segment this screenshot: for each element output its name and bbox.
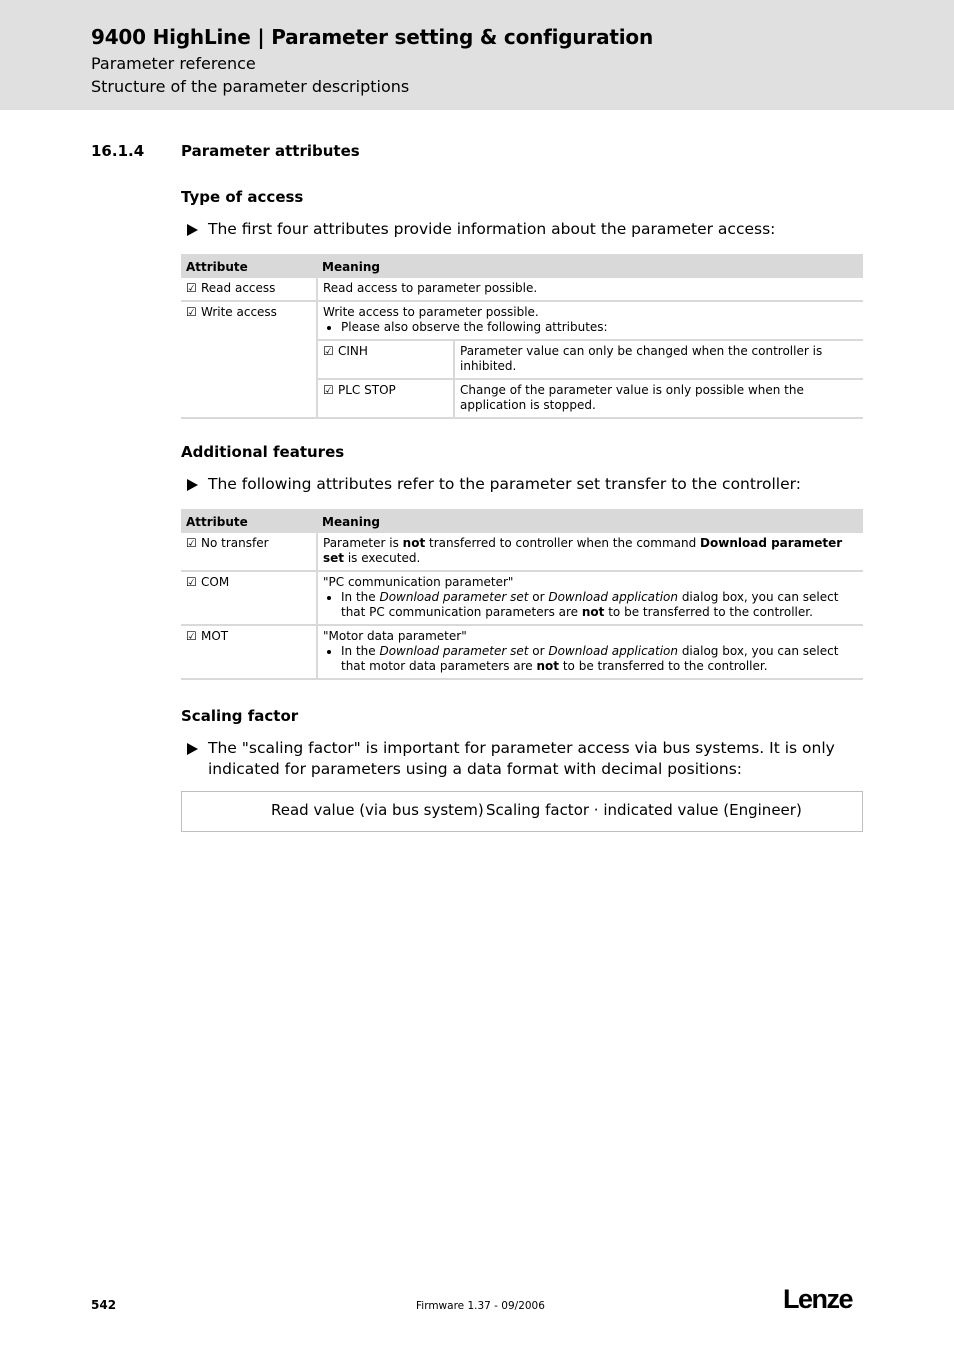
page-number: 542 xyxy=(91,1298,117,1312)
checkbox-icon: ☑ xyxy=(186,629,197,643)
section-title: Parameter attributes xyxy=(181,142,360,160)
sub-attributes-table xyxy=(318,341,863,417)
attribute-note: • Please also observe the following attributes: xyxy=(341,320,858,335)
type-of-access-bullet: The first four attributes provide information about the parameter access: xyxy=(187,219,847,240)
table-row xyxy=(181,301,863,418)
table-row xyxy=(318,341,863,379)
lenze-logo: Lenze xyxy=(783,1284,853,1314)
triangle-bullet-icon xyxy=(187,743,198,755)
triangle-bullet-icon xyxy=(187,224,198,236)
table-row xyxy=(181,625,863,679)
page-header xyxy=(0,0,954,110)
checkbox-icon: ☑ xyxy=(186,305,197,319)
type-of-access-heading: Type of access xyxy=(181,188,304,206)
attribute-name: COM xyxy=(201,575,230,589)
section-number: 16.1.4 xyxy=(91,142,145,160)
table-row xyxy=(181,571,863,625)
checkbox-icon: ☑ xyxy=(186,536,197,550)
table-row xyxy=(181,278,863,301)
attribute-meaning: Read access to parameter possible. xyxy=(317,278,863,301)
col-meaning-header: Meaning xyxy=(317,254,863,278)
additional-features-heading: Additional features xyxy=(181,443,345,461)
triangle-bullet-icon xyxy=(187,479,198,491)
col-attribute-header: Attribute xyxy=(181,254,317,278)
attribute-name: Read access xyxy=(201,281,276,295)
section-path: Structure of the parameter descriptions xyxy=(91,77,410,96)
attribute-name: Write access xyxy=(201,305,277,319)
transfer-attributes-table xyxy=(181,509,863,680)
scaling-factor-bullet: The "scaling factor" is important for parameter access via bus systems. It is only indicated for parameters using a data format with decimal positions: xyxy=(187,738,847,780)
access-attributes-table xyxy=(181,254,863,419)
chapter-title: Parameter reference xyxy=(91,54,256,73)
formula-left: Read value (via bus system) xyxy=(271,801,484,819)
checkbox-icon: ☑ xyxy=(323,383,334,397)
attribute-meaning: "PC communication parameter" • In the Download parameter set or Download application dialog box, you can select that PC communication parameters are not to be transferred to the controller. xyxy=(317,571,863,625)
document-title: 9400 HighLine | Parameter setting & configuration xyxy=(91,25,654,49)
table-row xyxy=(318,379,863,417)
attribute-name: No transfer xyxy=(201,536,269,550)
table-row xyxy=(181,533,863,571)
col-meaning-header: Meaning xyxy=(317,509,863,533)
attribute-meaning: "Motor data parameter" • In the Download parameter set or Download application dialog box, you can select that motor data parameters are not to be transferred to the controller. xyxy=(317,625,863,679)
table-header-row xyxy=(181,509,863,533)
attribute-meaning: Parameter value can only be changed when the controller is inhibited. xyxy=(454,341,863,379)
attribute-meaning: Parameter is not transferred to controller when the command Download parameter set is executed. xyxy=(317,533,863,571)
firmware-version: Firmware 1.37 - 09/2006 xyxy=(416,1300,545,1312)
table-header-row xyxy=(181,254,863,278)
attribute-name: PLC STOP xyxy=(338,383,396,397)
scaling-formula-box xyxy=(181,791,863,832)
attribute-name: CINH xyxy=(338,344,368,358)
additional-features-bullet: The following attributes refer to the parameter set transfer to the controller: xyxy=(187,474,847,495)
attribute-meaning: Write access to parameter possible. xyxy=(323,305,539,319)
attribute-meaning: Change of the parameter value is only possible when the application is stopped. xyxy=(460,383,804,412)
checkbox-icon: ☑ xyxy=(186,281,197,295)
formula-right: Scaling factor · indicated value (Engineer) xyxy=(486,801,802,819)
checkbox-icon: ☑ xyxy=(186,575,197,589)
scaling-factor-heading: Scaling factor xyxy=(181,707,299,725)
col-attribute-header: Attribute xyxy=(181,509,317,533)
attribute-name: MOT xyxy=(201,629,229,643)
checkbox-icon: ☑ xyxy=(323,344,334,358)
